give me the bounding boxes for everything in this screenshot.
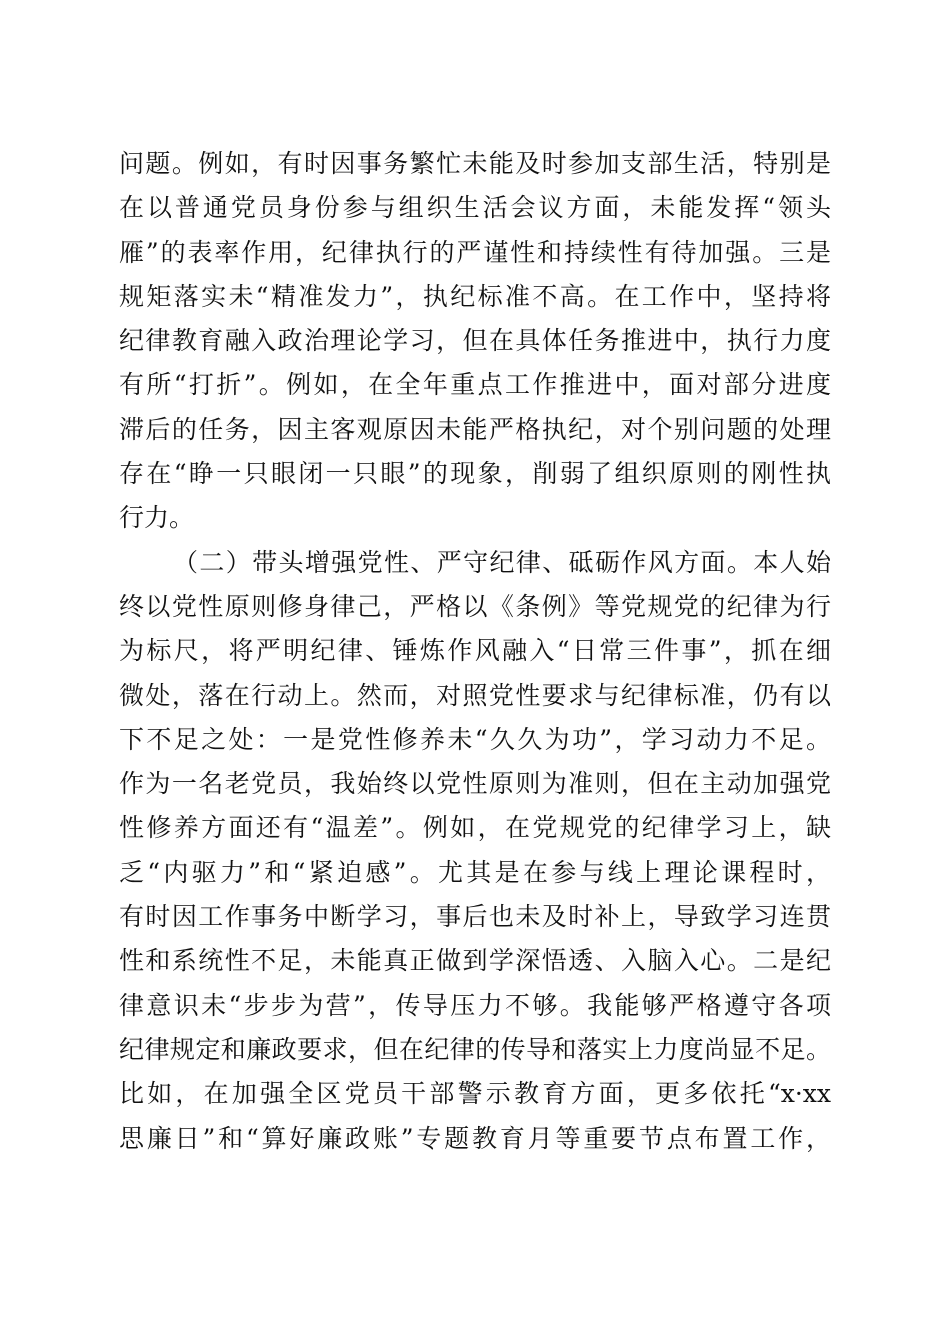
text-line: 下不足之处：一是党性修养未“久久为功”，学习动力不足。 (119, 724, 831, 754)
text-line: 纪律教育融入政治理论学习，但在具体任务推进中，执行力度 (119, 326, 831, 356)
text-line: 作为一名老党员，我始终以党性原则为准则，但在主动加强党 (119, 769, 831, 799)
text-line: 微处，落在行动上。然而，对照党性要求与纪律标准，仍有以 (119, 680, 831, 710)
text-line: 规矩落实未“精准发力”，执纪标准不高。在工作中，坚持将 (119, 281, 831, 311)
text-line: 性修养方面还有“温差”。例如，在党规党的纪律学习上，缺 (119, 813, 831, 843)
text-line: 乏“内驱力”和“紧迫感”。尤其是在参与线上理论课程时， (119, 857, 831, 887)
text-line: 纪律规定和廉政要求，但在纪律的传导和落实上力度尚显不足。 (119, 1034, 831, 1064)
text-line: 有时因工作事务中断学习，事后也未及时补上，导致学习连贯 (119, 902, 831, 932)
text-line: 存在“睁一只眼闭一只眼”的现象，削弱了组织原则的刚性执 (119, 459, 831, 489)
text-line: 雁”的表率作用，纪律执行的严谨性和持续性有待加强。三是 (119, 237, 831, 267)
body-text (119, 142, 831, 1161)
text-line: 律意识未“步步为营”，传导压力不够。我能够严格遵守各项 (119, 990, 831, 1020)
text-line: 有所“打折”。例如，在全年重点工作推进中，面对部分进度 (119, 370, 831, 400)
text-line: 滞后的任务，因主客观原因未能严格执纪，对个别问题的处理 (119, 414, 831, 444)
text-line: 性和系统性不足，未能真正做到学深悟透、入脑入心。二是纪 (119, 946, 831, 976)
text-line: 为标尺，将严明纪律、锤炼作风融入“日常三件事”，抓在细 (119, 636, 831, 666)
text-line: 问题。例如，有时因事务繁忙未能及时参加支部生活，特别是 (119, 149, 831, 178)
section-heading-line: （二）带头增强党性、严守纪律、砥砺作风方面。本人始 (173, 547, 831, 577)
text-line: 终以党性原则修身律己，严格以《条例》等党规党的纪律为行 (119, 591, 831, 621)
text-line: 在以普通党员身份参与组织生活会议方面，未能发挥“领头 (119, 193, 831, 223)
text-line: 思廉日”和“算好廉政账”专题教育月等重要节点布置工作， (119, 1123, 831, 1153)
text-line: 行力。 (119, 503, 195, 533)
text-line: 比如，在加强全区党员干部警示教育方面，更多依托“x·xx (119, 1079, 831, 1109)
